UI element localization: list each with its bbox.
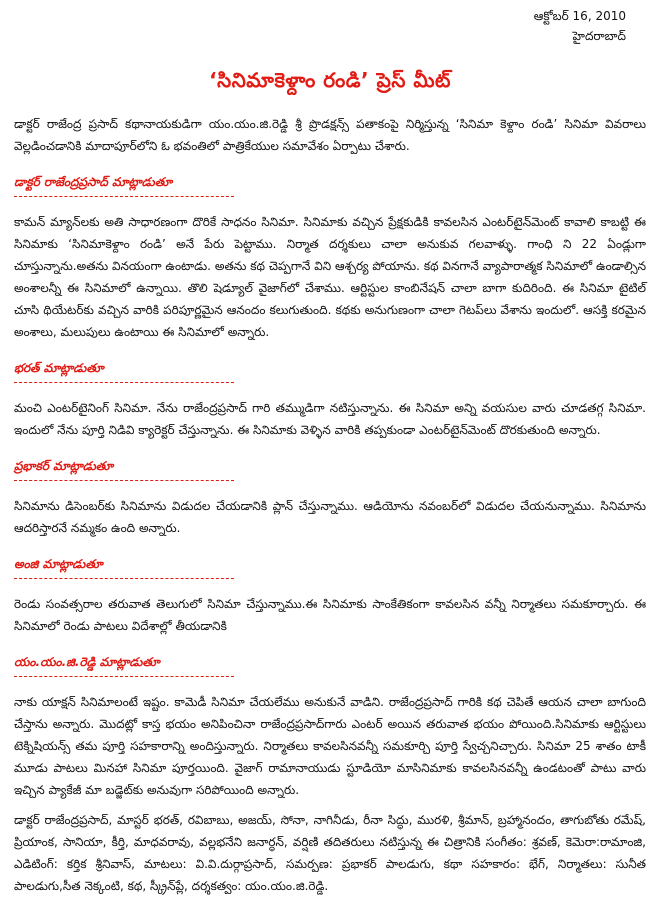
section-text: మంచి ఎంటర్‌టైనింగ్ సినిమా. నేను రాజేంద్రప్రసాద్ గారి తమ్ముడిగా నటిస్తున్నాను. ఈ సినిమా అన్ని వయసుల వారు చూడతగ్గ సినిమా. ఇందులో నేను పూర్తి నిడివి క్యారెక్టర్ చేస్తున్నాను. ఈ సినిమాకు వెళ్ళిన వారికి తప్పకుండా ఎంటర్‌టైన్‌మెంట్ దొరకుతుంది అన్నారు. bbox=[14, 401, 646, 437]
section-text: కామన్ మ్యాన్‌లకు అతి సాధారణంగా దొరికే సాధనం సినిమా. సినిమాకు వచ్చిన ప్రేక్షకుడికి కావలసిన ఎంటర్‌టైన్‌మెంట్ కావాలి కాబట్టి ఈ సినిమాకు ‘సినిమాకెళ్దాం రండి’ అనే పేరు పెట్టాము. నిర్మాత దర్శకులు చాలా అనుకువ గలవాళ్ళు. గాంధి ని 22 ఏండ్లుగా చూస్తున్నాను.అతను వినయంగా ఉంటాడు. అతను కథ చెప్పగానే విని ఆశ్చర్య పోయాను. కథ వినగానే వ్యాపారాత్మక సినిమాలో ఉండాల్సిన అంశాలన్నీ ఈ సినిమాలో ఉన్నాయి. తొలి షెడ్యూల్ వైజాగ్‌లో చేశాము. ఆర్టిస్టుల కాంబినేషన్ చాలా బాగా కుదిరింది. ఈ సినిమా టైటిల్ చూసి థియేటర్‌కు వచ్చిన వారికి పరిపూర్ణమైన ఆనందం కలుగుతుంది. కథకు అనుగుణంగా చాలా గెటప్‌లు వేశాను ఇందులో. ఆసక్తి కరమైన అంశాలు, మలుపులు ఉంటాయి ఈ సినిమాలో అన్నారు. bbox=[14, 215, 646, 339]
section-text: నాకు యాక్షన్ సినిమాలంటే ఇష్టం. కామెడీ సినిమా చేయలేము అనుకునే వాడిని. రాజేంద్రప్రసాద్ గారికి కథ చెపితే ఆయన చాలా బాగుంది చేస్తాను అన్నారు. మొదట్లో కాస్త భయం అనిపించినా రాజేంద్రప్రసాద్‌గారు ఎంటర్ అయిన తరువాత భయం పోయింది.సినిమాకు ఆర్టిస్టులు టెక్నిషియన్స్ తమ పూర్తి సహకారాన్ని అందిస్తున్నారు. నిర్మాతలు కావలసినవన్నీ సమకూర్చి పూర్తి స్వేచ్చనిచ్చారు. సినిమా 25 శాతం టాకీ మూడు పాటలు మినహా సినిమా పూర్తయింది. వైజాగ్ రామానాయుడు స్టూడియో మాసినిమాకు కావలసినవన్నీ ఉండటంతో పాటు వారు ఇచ్చిన ప్యాకేజీ మా బడ్జెట్‌కు అనువుగా సరిపోయింది అన్నారు. bbox=[14, 695, 646, 797]
section-heading: అంజి మాట్లాడుతూ bbox=[14, 557, 234, 579]
article-place: హైదరాబాద్ bbox=[572, 29, 626, 43]
section-heading: డాక్టర్ రాజేంద్రప్రసాద్ మాట్లాడుతూ bbox=[14, 175, 234, 197]
section-rajendraprasad bbox=[14, 165, 646, 343]
intro-paragraph: డాక్టర్ రాజేంద్ర ప్రసాద్ కథానాయకుడిగా యం.యం.జి.రెడ్డి శ్రీ ప్రొడక్షన్స్ పతాకంపై నిర్మిస్తున్న ‘సినిమా కెళ్దాం రండి’ సినిమా వివరాలు వెల్లడించడానికి మాదాపూర్‌లోని ఓ భవంతిలో పాత్రికేయుల సమావేశం ఏర్పాటు చేశారు. bbox=[14, 117, 646, 153]
section-mmg-reddy bbox=[14, 645, 646, 801]
section-bharath bbox=[14, 351, 646, 441]
article-date: ఆక్టోబర్ 16, 2010 bbox=[533, 9, 626, 23]
article-title: ‘సినిమాకెళ్దాం రండి’ ప్రెస్ మీట్ bbox=[209, 68, 451, 92]
dateline bbox=[14, 6, 626, 46]
section-heading: యం.యం.జి.రెడ్డి మాట్లాడుతూ bbox=[14, 655, 234, 677]
section-heading: ప్రభాకర్ మాట్లాడుతూ bbox=[14, 459, 234, 481]
credits-paragraph: డాక్టర్ రాజేంద్రప్రసాద్, మాస్టర్ భరత్, రవిబాబు, అజయ్, సోనా, నాగినీడు, రీనా సిద్ధు, మురళి, శ్రీమాన్, బ్రహ్మానందం, తాగుబోతు రమేష్, ప్రియాంక, సానియా, కీర్తి, మాధవరావు, వల్లభనేని జనార్ధన్, వర్షిణి తదితరులు నటిస్తున్న ఈ చిత్రానికి సంగీతం: శ్రవణ్, కెమెరా:రామాంజి, ఎడిటింగ్: కర్తిక శ్రీనివాస్, మాటలు: వి.వి.దుర్గాప్రసాద్, సమర్పణ: ప్రభాకర్ పాలడుగు, కథా సహకారం: భేగ్, నిర్మాతలు: సునీత పాలడుగు,సీత నెక్కంటి, కథ, స్క్రీన్‌ప్లే, దర్శకత్వం: యం.యం.జి.రెడ్డి. bbox=[14, 813, 646, 893]
section-text: సినిమాను డిసెంబర్‌కు సినిమాను విడుదల చేయడానికి ప్లాన్ చేస్తున్నాము. ఆడియోను నవంబర్‌లో విడుదల చేయనున్నాము. సినిమాను ఆదరిస్తారనే నమ్మకం ఉంది అన్నారు. bbox=[14, 499, 646, 535]
section-text: రెండు సంవత్సరాల తరువాత తెలుగులో సినిమా చేస్తున్నాము.ఈ సినిమాకు సాంకేతికంగా కావలసిన వన్నీ నిర్మాతలు సమకూర్చారు. ఈ సినిమాలో రెండు పాటలు విదేశాల్లో తీయడానికి bbox=[14, 597, 646, 633]
section-heading: భరత్ మాట్లాడుతూ bbox=[14, 361, 234, 383]
section-prabhakar bbox=[14, 449, 646, 539]
section-anji bbox=[14, 547, 646, 637]
